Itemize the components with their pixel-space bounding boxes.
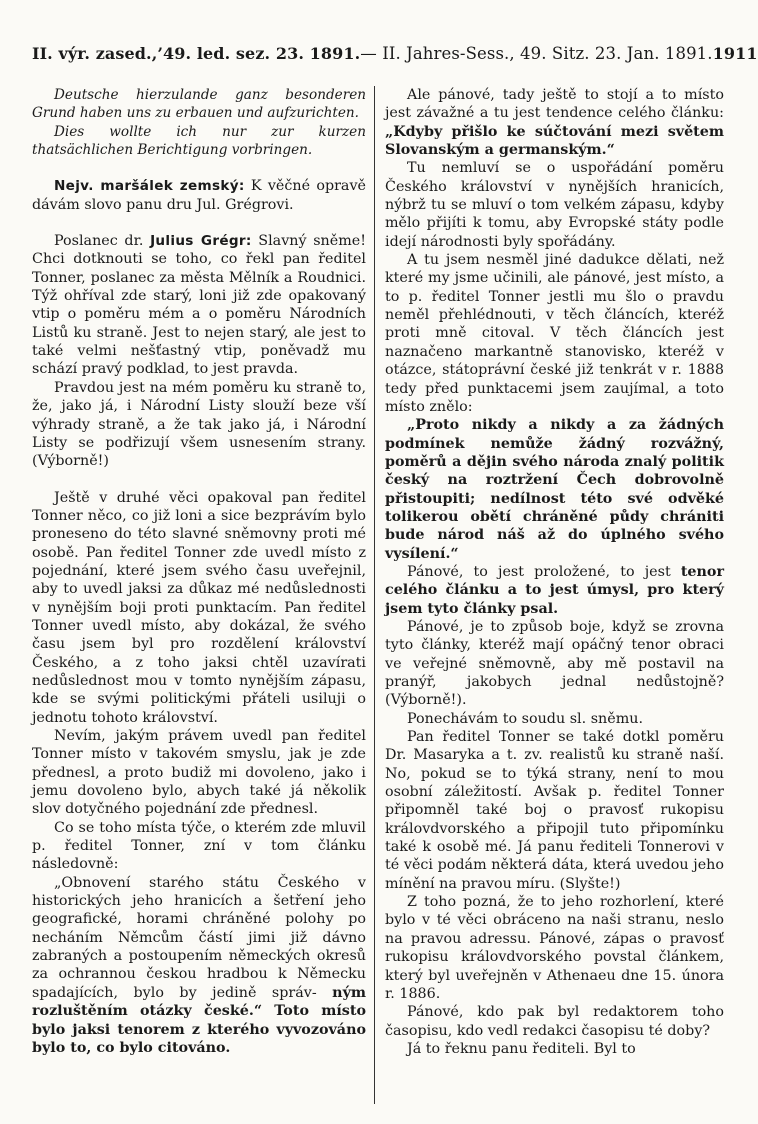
text-columns [32,86,724,1104]
paragraph [32,177,366,214]
paragraph: Pravdou jest na mém poměru ku straně to, že, jako já, i Národní Listy slouží beze vší výhrady straně, a že tak jako já, i Národní Listy se podřizují všem usnesením strany. (Výborně!) [32,379,366,470]
quote-paragraph: „Proto nikdy a nikdy a za žádných podmínek nemůže žádný rozvážný, poměrů a dějin svého národa znalý politik český na roztržení Čech dobrovolně přistoupiti; nedílnost této své odvěké tolikerou obětí chráněné půdy chrániti bude národ náš až do úplného svého vysílení.“ [385,417,724,562]
paragraph-text: Slavný sněme! Chci dotknouti se toho, co řekl pan ředitel Tonner, poslanec za města Mělník a Roudnici. Týž ohříval zde starý, loni již zde opakovaný vtip o poměru mém a o poměru Národních Listů ku straně. Jest to nejen starý, ale jest to také velmi nešťastný vtip, poněvadž mu schází pravý podklad, to jest pravda. [32,233,366,378]
paragraph-text: Pánové, to jest proložené, to jest [407,563,681,580]
paragraph [385,86,724,159]
emphasis-text: tenor celého článku a to jest úmysl, pro který jsem tyto články psal. [385,563,724,617]
quote-text: „Obnovení starého státu Českého v historických jeho hranicích a šetření jeho geografické, horami chráněné polohy po necháním Němcům částí jimi již dávno zabraných a postoupením německých okresů za ochrannou českou hradbou k Německu spadajících, bylo by jedině správ- [32,874,366,1001]
left-column [32,86,374,1104]
paragraph: Pánové, kdo pak byl redaktorem toho časopisu, kdo vedl redakci časopisu té doby? [385,1004,724,1039]
paragraph: Deutsche hierzulande ganz besonderen Grund haben uns zu erbauen und aufzurichten. [32,87,366,122]
page-number: 1911 [712,44,758,63]
right-column [374,86,724,1104]
paragraph: A tu jsem nesměl jiné dadukce dělati, než které my jsme učinili, ale pánové, jest místo, a to p. ředitel Tonner jestli mu šlo o pravdu neměl přehlédnouti, v těch článcích, kteréž proti mně citoval. V těch článcích jest naznačeno markantně stanovisko, kteréž v otázce, státoprávní české již tenkrát v r. 1888 tedy před punktacemi jsem zaujímal, a toto místo znělo: [385,252,724,415]
speaker-name: Julius Grégr: [150,233,252,250]
speaker-name: Nejv. maršálek zemský: [54,178,245,195]
paragraph: Z toho pozná, že to jeho rozhorlení, které bylo v té věci obráceno na naši stranu, neslo na pravou adressu. Pánové, zápas o pravosť rukopisu královdvorského povstal článkem, který byl uveřejněn v Athenaeu dne 15. února r. 1886. [385,894,724,1002]
paragraph: Dies wollte ich nur zur kurzen thatsächlichen Berichtigung vorbringen. [32,123,366,159]
paragraph: Pan ředitel Tonner se také dotkl poměru Dr. Masaryka a t. zv. realistů ku straně naší. No, pokud se to týká strany, není to mou osobní záležitostí. Avšak p. ředitel Tonner připomněl také boj o pravosť rukopisu královdvorského a připojil tuto připomínku také k osobě mé. Já panu řediteli Tonnerovi v té věci podám některá dáta, která uvedou jeho mínění na pravou míru. (Slyšte!) [385,729,724,892]
paragraph: Ponechávám to soudu sl. sněmu. [407,710,644,727]
quote-emphasis: „Kdyby přišlo ke súčtování mezi světem Slovanským a germanským.“ [385,123,724,159]
paragraph-text: K věčné opravě dávám slovo panu dru Jul. Grégrovi. [32,178,366,213]
paragraph: Co se toho místa týče, o kterém zde mluvil p. ředitel Tonner, zní v tom článku následovně: [32,819,366,873]
paragraph [32,232,366,379]
paragraph [385,563,724,618]
paragraph: Pánové, je to způsob boje, když se zrovna tyto články, kteréž mají opáčný tenor obraci ve veřejné sněmovně, aby mě postavil na pranýř, jakobych jednal nedůstojně? (Výborně!). [385,618,724,709]
header-middle: — II. Jahres-Sess., 49. Sitz. 23. Jan. 1891. [360,44,713,63]
quote-emphasis: ným rozluštěním otázky české.“ Toto místo bylo jaksi tenorem z kterého vyvozováno bylo to, co bylo citováno. [32,984,367,1056]
paragraph-text: Ale pánové, tady ještě to stojí a to místo jest závažné a tu jest tendence celého článku: [385,87,724,122]
paragraph: Ještě v druhé věci opakoval pan ředitel Tonner něco, co již loni a sice bezprávím bylo proneseno do této slavné sněmovny proti mé osobě. Pan ředitel Tonner zde uvedl místo z pojednání, které jsem svého času uveřejnil, aby to uvedl jaksi za důkaz mé nedůslednosti v nynějším boji proti punktacím. Pan ředitel Tonner uvedl místo, aby dokázal, že svého času jsem byl pro rozdělení království Českého, a z toho jaksi chtěl uzavírati nedůslednost mou v tomto nynějším zápasu, kde se svými politickými přáteli usiluji o jednotu tohoto království. [32,489,366,726]
quote-paragraph [32,874,366,1057]
page-header [32,44,758,63]
speaker-prefix: Poslanec dr. [54,233,144,250]
paragraph: Tu nemluví se o uspořádání poměru Českého království v nynějších hranicích, nýbrž tu se mluví o tom velkém zápasu, kdyby mělo přijíti k tomu, aby Evropské státy podle idejí národnosti byly spořádány. [385,160,724,250]
paragraph: Nevím, jakým právem uvedl pan ředitel Tonner místo v takovém smyslu, jak je zde přednesl, a proto budiž mi dovoleno, jako i jemu dovoleno bylo, abych také já několik slov dotyčného pojednání zde přednesl. [32,728,366,818]
header-left: II. výr. zased.,’49. led. sez. 23. 1891. [32,44,361,63]
paragraph: Já to řeknu panu řediteli. Byl to [407,1040,636,1057]
